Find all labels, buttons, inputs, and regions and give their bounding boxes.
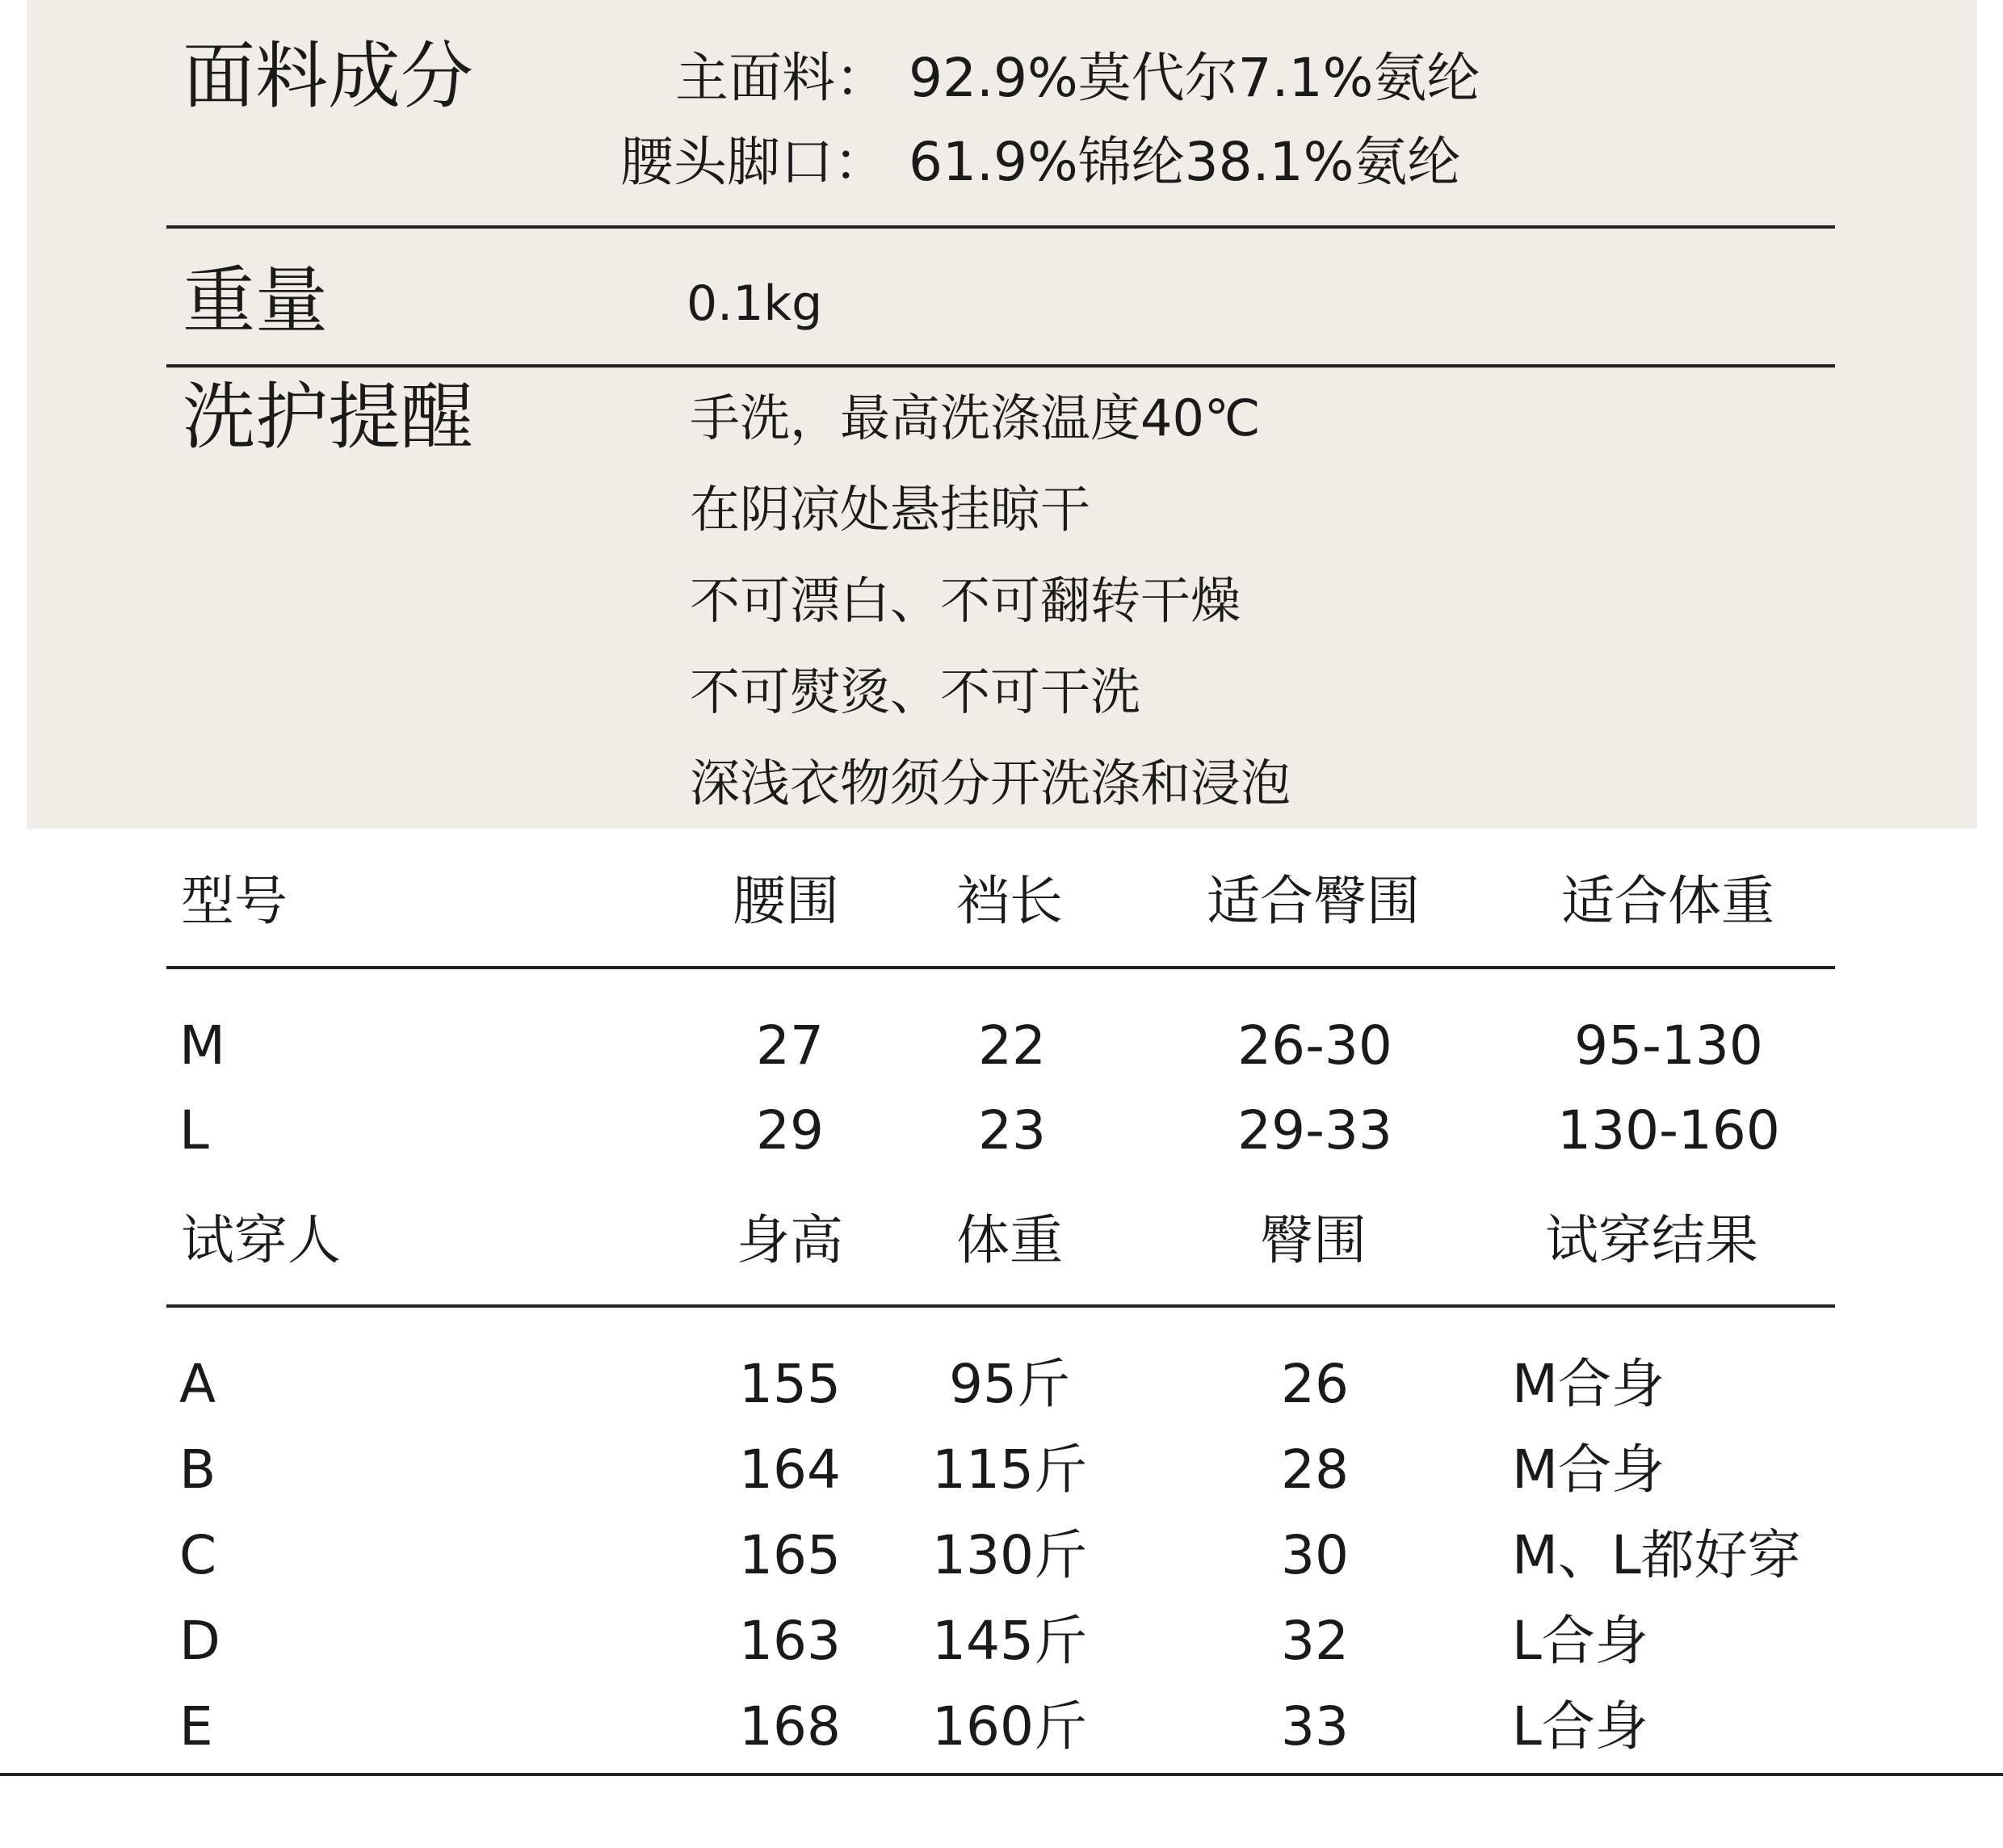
trial-cell: L合身 — [1512, 1610, 1648, 1672]
trial-cell: 165 — [739, 1524, 841, 1586]
bottom-rule — [0, 1773, 2003, 1776]
trial-header-height: 身高 — [737, 1209, 843, 1271]
size-header-model: 型号 — [181, 870, 288, 932]
trial-cell: M、L都好穿 — [1512, 1524, 1801, 1586]
divider — [166, 1304, 1835, 1308]
trial-cell: 115斤 — [932, 1438, 1087, 1501]
fabric-heading: 面料成分 — [183, 34, 473, 119]
size-cell: 26-30 — [1237, 1014, 1392, 1077]
main-fabric-value: 92.9%莫代尔7.1%氨纶 — [909, 47, 1480, 109]
size-cell: M — [179, 1014, 225, 1077]
size-cell: 95-130 — [1574, 1014, 1763, 1077]
trial-cell: 26 — [1281, 1353, 1349, 1415]
trial-cell: 28 — [1281, 1438, 1349, 1501]
care-line: 不可熨烫、不可干洗 — [690, 662, 1141, 721]
trial-header-hip: 臀围 — [1260, 1209, 1367, 1271]
trial-cell: B — [179, 1438, 216, 1501]
trial-cell: 155 — [739, 1353, 841, 1415]
trial-cell: 163 — [739, 1610, 841, 1672]
trial-header-person: 试穿人 — [181, 1209, 341, 1271]
trial-cell: 160斤 — [932, 1695, 1087, 1758]
band-fabric-label: 腰头脚口： — [620, 131, 887, 193]
trial-cell: 168 — [739, 1695, 841, 1758]
trial-header-weight: 体重 — [956, 1209, 1063, 1271]
care-line: 深浅衣物须分开洗涤和浸泡 — [690, 754, 1291, 813]
size-header-waist: 腰围 — [733, 870, 839, 932]
size-cell: 29-33 — [1237, 1099, 1392, 1161]
divider — [166, 966, 1835, 969]
size-header-weight: 适合体重 — [1561, 870, 1774, 932]
divider — [166, 225, 1835, 229]
band-fabric-value: 61.9%锦纶38.1%氨纶 — [909, 131, 1461, 193]
size-cell: 130-160 — [1557, 1099, 1780, 1161]
trial-cell: E — [179, 1695, 213, 1758]
trial-cell: 30 — [1281, 1524, 1349, 1586]
size-cell: 23 — [978, 1099, 1046, 1161]
main-fabric-label: 主面料： — [675, 47, 888, 109]
size-cell: L — [179, 1099, 209, 1161]
size-cell: 27 — [756, 1014, 824, 1077]
weight-value: 0.1kg — [687, 275, 823, 332]
trial-cell: M合身 — [1512, 1353, 1665, 1415]
trial-cell: 145斤 — [932, 1610, 1087, 1672]
divider — [166, 364, 1835, 368]
trial-cell: 130斤 — [932, 1524, 1087, 1586]
care-heading: 洗护提醒 — [183, 375, 473, 460]
size-cell: 29 — [756, 1099, 824, 1161]
care-line: 不可漂白、不可翻转干燥 — [690, 571, 1241, 630]
trial-cell: D — [179, 1610, 220, 1672]
trial-cell: M合身 — [1512, 1438, 1665, 1501]
care-line: 手洗，最高洗涤温度40℃ — [690, 388, 1261, 447]
size-cell: 22 — [978, 1014, 1046, 1077]
trial-cell: 95斤 — [949, 1353, 1070, 1415]
trial-cell: 32 — [1281, 1610, 1349, 1672]
trial-cell: A — [179, 1353, 216, 1415]
size-header-rise: 裆长 — [956, 870, 1063, 932]
trial-cell: 33 — [1281, 1695, 1349, 1758]
size-header-hip: 适合臀围 — [1207, 870, 1420, 932]
trial-cell: L合身 — [1512, 1695, 1648, 1758]
trial-cell: C — [179, 1524, 217, 1586]
weight-heading: 重量 — [183, 258, 328, 343]
care-line: 在阴凉处悬挂晾干 — [690, 480, 1091, 539]
trial-header-result: 试穿结果 — [1545, 1209, 1758, 1271]
trial-cell: 164 — [739, 1438, 841, 1501]
